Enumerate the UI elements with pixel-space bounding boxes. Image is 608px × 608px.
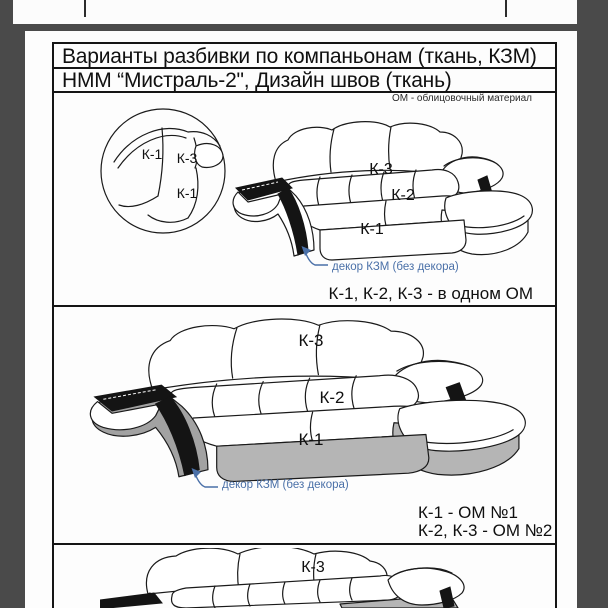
sofa1-seat-label: К-2 bbox=[391, 187, 415, 204]
sofa1-base-label: К-1 bbox=[360, 221, 384, 238]
previous-page-rule-right bbox=[505, 0, 507, 17]
sofa2-caption-line1: К-1 - ОМ №1 bbox=[418, 503, 518, 522]
sofa-drawing-1 bbox=[228, 114, 548, 269]
sofa1-annotation: декор КЗМ (без декора) bbox=[332, 261, 459, 273]
annotation-arrow-icon bbox=[188, 468, 218, 490]
previous-page-edge bbox=[13, 0, 577, 24]
sofa2-seat-label: К-2 bbox=[319, 388, 345, 407]
row-divider bbox=[52, 543, 557, 545]
sofa2-back-label: К-3 bbox=[298, 331, 324, 350]
sofa2-annotation: декор КЗМ (без декора) bbox=[222, 479, 349, 491]
detail-label-1: К-1 bbox=[141, 146, 163, 162]
doc-title-line2: НММ “Мистраль-2", Дизайн швов (ткань) bbox=[62, 69, 452, 92]
sofa2-caption-line2: К-2, К-3 - ОМ №2 bbox=[418, 521, 553, 540]
sofa-drawing-3 bbox=[100, 548, 540, 608]
legend-note: ОМ - облицовочный материал bbox=[391, 93, 532, 104]
sofa2-base-label: К-1 bbox=[298, 430, 324, 449]
previous-page-rule-left bbox=[84, 0, 86, 17]
sofa3-back-label: К-3 bbox=[301, 559, 325, 576]
row-divider bbox=[52, 305, 557, 307]
doc-title-line1: Варианты разбивки по компаньонам (ткань, КЗМ) bbox=[62, 45, 537, 68]
detail-circle-drawing bbox=[98, 106, 228, 236]
sofa1-caption: К-1, К-2, К-3 - в одном ОМ bbox=[328, 284, 533, 303]
annotation-arrow-icon bbox=[298, 246, 328, 268]
sofa1-back-label: К-3 bbox=[369, 161, 393, 178]
detail-label-3: К-1 bbox=[176, 185, 198, 201]
detail-label-2: К-3 bbox=[176, 150, 198, 166]
